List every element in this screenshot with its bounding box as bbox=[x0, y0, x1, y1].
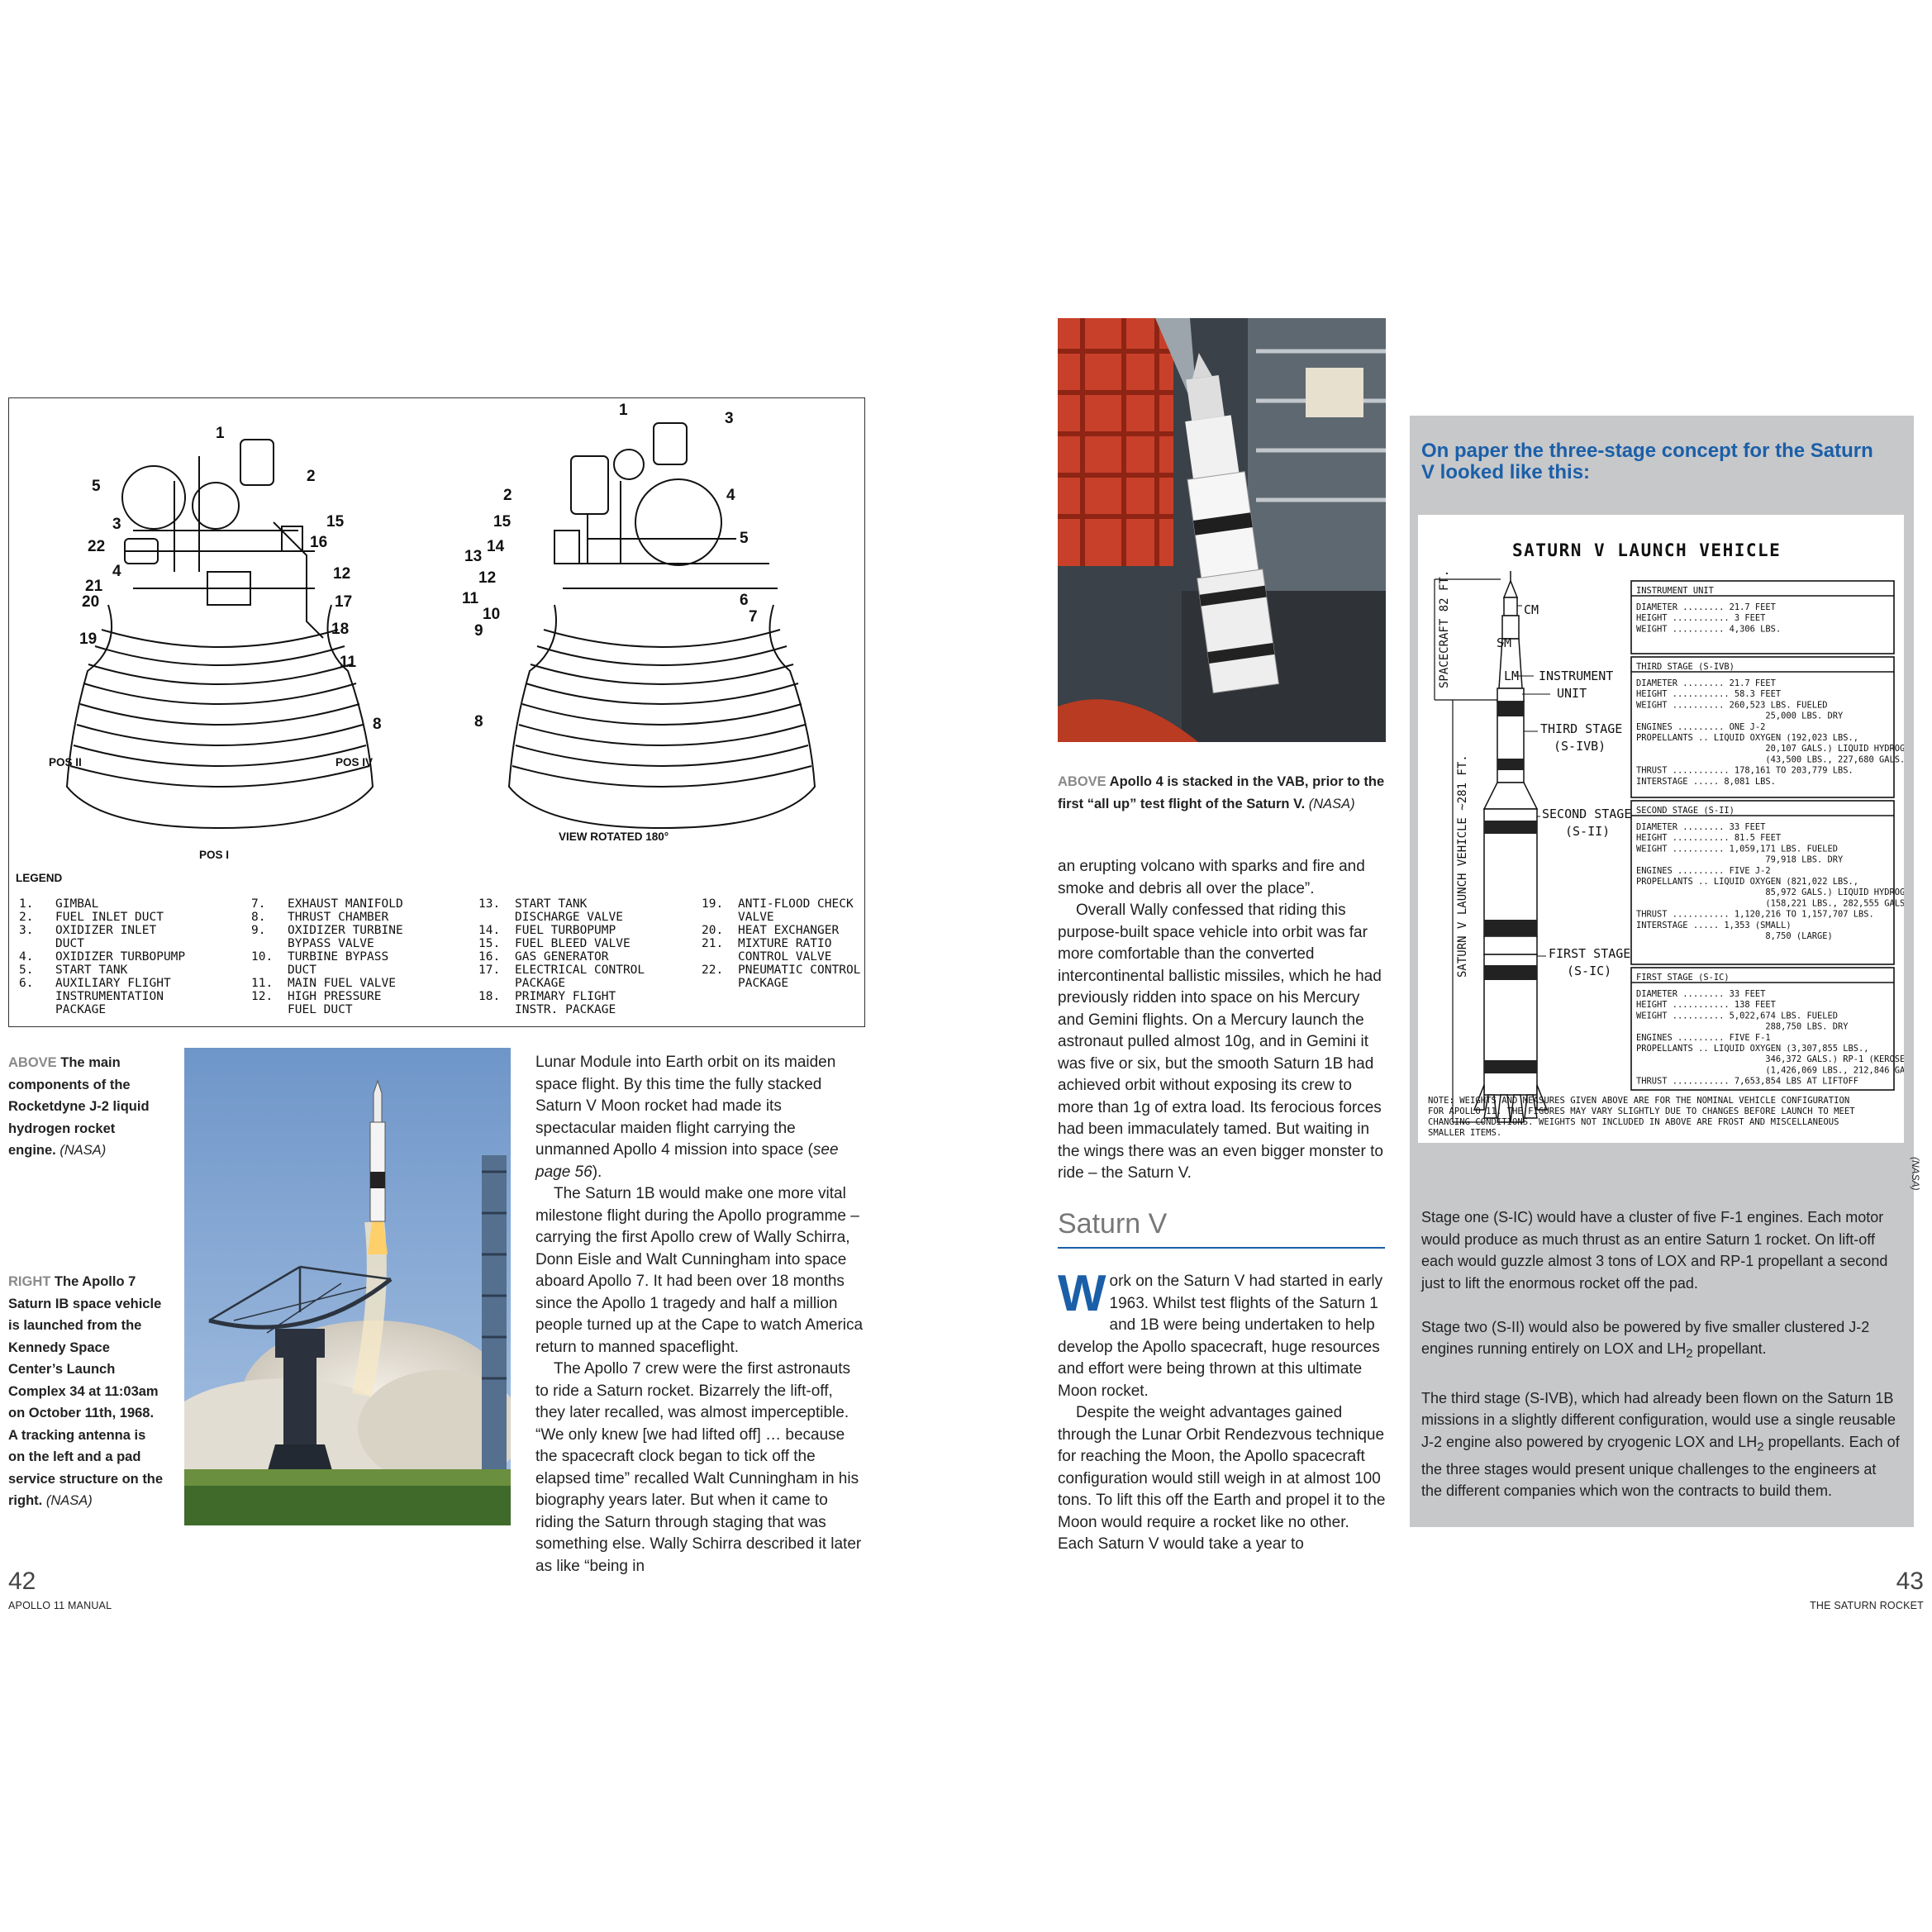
spec-row: WEIGHT .......... 1,059,171 LBS. FUELED bbox=[1636, 844, 1838, 854]
paragraph: Despite the weight advantages gained through the Lunar Orbit Rendezvous technique for reaching the Moon, the Apollo spacecraft configuration would still weigh in at almost 100 tons. To lift this off the Earth and propel it to the Moon would require a rocket like no other. Each Saturn V would take a year to bbox=[1058, 1404, 1386, 1553]
note-line: NOTE: WEIGHTS AND MEASURES GIVEN ABOVE ARE FOR THE NOMINAL VEHICLE CONFIGURATION bbox=[1428, 1096, 1850, 1106]
text-run: The third stage (S-IVB), which had already been flown on the Saturn 1B missions in a slightly different configuration, would use a single reusable J-2 engine also powered by cryogenic LOX and LH bbox=[1421, 1389, 1896, 1450]
legend-text: OXIDIZER TURBINE BYPASS VALVE bbox=[288, 924, 403, 950]
caption-text: Apollo 4 is stacked in the VAB, prior to the first “all up” test flight of the Saturn V. bbox=[1058, 774, 1385, 811]
apollo7-launch-photo bbox=[184, 1048, 511, 1525]
callout-r-11: 11 bbox=[462, 590, 479, 607]
legend-number: 17. bbox=[478, 964, 501, 977]
paragraph: Stage one (S-IC) would have a cluster of five F-1 engines. Each motor would produce as much thrust as an entire Saturn 1 rocket. On lift-off each would guzzle almost 3 tons of LOX and RP-1 propellant a second just to lift the enormous rocket off the pad. bbox=[1421, 1209, 1888, 1292]
callout-r-13: 13 bbox=[464, 548, 483, 565]
text-run: ork on the Saturn V had started in early 1963. Whilst test flights of the Saturn 1 and 1B were being undertaken to help develop the Apollo spacecraft, huge resources and effort were being thrown at this ultimate Moon rocket. bbox=[1058, 1273, 1383, 1400]
left-callouts bbox=[79, 425, 382, 733]
caption-credit: (NASA) bbox=[45, 1493, 93, 1508]
spec-row: 79,918 LBS. DRY bbox=[1636, 854, 1844, 865]
legend-text: PRIMARY FLIGHT INSTR. PACKAGE bbox=[515, 990, 616, 1016]
diagram-title: SATURN V LAUNCH VEHICLE bbox=[1512, 540, 1782, 560]
label-first-1: FIRST STAGE bbox=[1549, 946, 1631, 961]
callout-r-10: 10 bbox=[483, 606, 501, 623]
legend-text: THRUST CHAMBER bbox=[288, 911, 389, 924]
apollo4-vab-photo bbox=[1058, 318, 1386, 742]
callout-l-8: 8 bbox=[373, 716, 382, 733]
legend-item bbox=[19, 911, 185, 924]
legend-number: 15. bbox=[478, 937, 501, 950]
legend-number: 19. bbox=[702, 897, 724, 911]
callout-r-7: 7 bbox=[749, 608, 758, 626]
callout-l-22: 22 bbox=[88, 538, 106, 555]
note-line: CHANGING CONDITIONS. WEIGHTS NOT INCLUDED IN ABOVE ARE FROST AND MISCELLANEOUS bbox=[1428, 1117, 1839, 1127]
callout-l-20: 20 bbox=[82, 593, 100, 611]
callout-l-1: 1 bbox=[216, 425, 225, 442]
callout-r-8: 8 bbox=[474, 713, 483, 730]
legend-text: OXIDIZER INLET DUCT bbox=[55, 924, 157, 950]
legend-column bbox=[19, 897, 185, 1016]
caption-lead: ABOVE bbox=[1058, 774, 1106, 789]
callout-l-15: 15 bbox=[326, 513, 345, 531]
sidebar-body bbox=[1421, 1206, 1901, 1524]
pos-ii-label: POS II bbox=[49, 756, 82, 769]
legend-item bbox=[702, 964, 860, 990]
legend-text: AUXILIARY FLIGHT INSTRUMENTATION PACKAGE bbox=[55, 977, 171, 1016]
legend-text: MAIN FUEL VALVE bbox=[288, 977, 396, 990]
spec-row: THRUST ........... 178,161 TO 203,779 LBS. bbox=[1636, 765, 1853, 776]
legend-item bbox=[19, 950, 185, 964]
instrument-unit-specs bbox=[1636, 586, 1781, 634]
pos-i-label: POS I bbox=[199, 849, 230, 861]
vehicle-dimension-label: SATURN V LAUNCH VEHICLE ~281 FT. bbox=[1456, 754, 1469, 978]
legend-item bbox=[251, 924, 403, 950]
right-body-column-bottom bbox=[1058, 1265, 1388, 1556]
callout-r-3: 3 bbox=[725, 410, 734, 427]
legend-number: 3. bbox=[19, 924, 34, 937]
legend-number: 5. bbox=[19, 964, 34, 977]
callout-l-12: 12 bbox=[333, 565, 351, 583]
page-number-right: 43 bbox=[1896, 1568, 1924, 1595]
spec-header: SECOND STAGE (S-II) bbox=[1636, 806, 1735, 816]
legend-text: FUEL BLEED VALVE bbox=[515, 937, 631, 950]
spec-row: THRUST ........... 1,120,216 TO 1,157,707 LBS. bbox=[1636, 909, 1874, 920]
legend-item bbox=[19, 964, 185, 977]
legend-item bbox=[19, 897, 185, 911]
saturn-v-launch-vehicle-diagram bbox=[1418, 515, 1904, 1143]
label-third-1: THIRD STAGE bbox=[1540, 721, 1623, 736]
note-line: FOR APOLLO 11. THE FIGURES MAY VARY SLIGHTLY DUE TO CHANGES BEFORE LAUNCH TO MEET bbox=[1428, 1106, 1855, 1116]
callout-r-12: 12 bbox=[478, 569, 497, 587]
legend-text: GIMBAL bbox=[55, 897, 99, 911]
running-title-right: THE SATURN ROCKET bbox=[1810, 1600, 1924, 1611]
page-reference: see page 56 bbox=[535, 1141, 839, 1181]
spec-header: FIRST STAGE (S-IC) bbox=[1636, 973, 1730, 983]
text-run: Lunar Module into Earth orbit on its maiden space flight. By this time the fully stacked Saturn V Moon rocket had made its spectacular maiden flight carrying the unmanned Apollo 4 mission into space ( bbox=[535, 1054, 836, 1159]
left-body-column bbox=[535, 1052, 866, 1577]
legend-number: 12. bbox=[251, 990, 274, 1003]
paragraph bbox=[535, 1052, 866, 1183]
spec-row: ENGINES ......... FIVE F-1 bbox=[1636, 1032, 1771, 1043]
legend-item bbox=[251, 950, 403, 977]
spec-row: 8,750 (LARGE) bbox=[1636, 931, 1833, 941]
diagram-note bbox=[1428, 1096, 1855, 1138]
callout-r-4: 4 bbox=[726, 487, 735, 504]
legend-number: 8. bbox=[251, 911, 266, 924]
legend-item bbox=[478, 990, 645, 1016]
legend-item bbox=[19, 924, 185, 950]
legend-text: HIGH PRESSURE FUEL DUCT bbox=[288, 990, 382, 1016]
view-rotated-label: VIEW ROTATED 180° bbox=[559, 830, 669, 843]
pos-iv-label: POS IV bbox=[335, 756, 374, 769]
spec-row: DIAMETER ........ 33 FEET bbox=[1636, 822, 1766, 832]
callout-l-17: 17 bbox=[335, 593, 353, 611]
callout-l-4: 4 bbox=[112, 563, 121, 580]
spec-row: DIAMETER ........ 21.7 FEET bbox=[1636, 602, 1776, 612]
legend-text: FUEL INLET DUCT bbox=[55, 911, 164, 924]
sidebar-photo-credit: (NASA) bbox=[1910, 1157, 1921, 1191]
legend-number: 2. bbox=[19, 911, 34, 924]
legend-text: GAS GENERATOR bbox=[515, 950, 609, 964]
label-lm: LM bbox=[1504, 669, 1520, 683]
spec-row: HEIGHT ........... 81.5 FEET bbox=[1636, 833, 1782, 844]
label-second-1: SECOND STAGE bbox=[1542, 807, 1632, 821]
spec-row: WEIGHT .......... 4,306 LBS. bbox=[1636, 624, 1782, 635]
apollo7-caption bbox=[8, 1271, 165, 1512]
spec-row: 25,000 LBS. DRY bbox=[1636, 711, 1844, 721]
callout-l-16: 16 bbox=[310, 534, 328, 551]
legend-text: OXIDIZER TURBOPUMP bbox=[55, 950, 186, 964]
legend-number: 7. bbox=[251, 897, 266, 911]
callout-r-1: 1 bbox=[619, 402, 628, 419]
right-body-column-top bbox=[1058, 856, 1388, 1185]
legend-text: EXHAUST MANIFOLD bbox=[288, 897, 403, 911]
legend-number: 1. bbox=[19, 897, 34, 911]
caption-lead: RIGHT bbox=[8, 1274, 51, 1289]
label-cm: CM bbox=[1524, 602, 1539, 617]
callout-l-21: 21 bbox=[85, 578, 103, 595]
callout-r-2: 2 bbox=[503, 487, 512, 504]
legend-item bbox=[478, 950, 645, 964]
j2-engine-diagram bbox=[8, 397, 865, 1027]
spec-row: ENGINES ......... ONE J-2 bbox=[1636, 721, 1766, 732]
legend-number: 22. bbox=[702, 964, 724, 977]
spec-row: (158,221 LBS., 282,555 GALS.) bbox=[1636, 898, 1904, 909]
paragraph: The Saturn 1B would make one more vital milestone flight during the Apollo programme – carrying the first Apollo crew of Wally Schirra, Donn Eisle and Walt Cunningham into space aboard Apollo 7. It had been over 18 months since the Apollo 1 tragedy and half a million people turned up at the Cape to watch America return to manned spaceflight. bbox=[535, 1185, 864, 1356]
text-run: Stage two (S-II) would also be powered by five smaller clustered J-2 engines running entirely on LOX and LH bbox=[1421, 1318, 1870, 1357]
drop-cap: W bbox=[1058, 1265, 1106, 1322]
page-number-left: 42 bbox=[8, 1568, 36, 1595]
section-rule bbox=[1058, 1247, 1385, 1249]
subscript: 2 bbox=[1757, 1439, 1764, 1454]
callout-r-6: 6 bbox=[740, 592, 749, 609]
engine-caption bbox=[8, 1052, 157, 1162]
legend-item bbox=[702, 937, 860, 964]
legend-number: 11. bbox=[251, 977, 274, 990]
spec-row: HEIGHT ........... 3 FEET bbox=[1636, 613, 1766, 624]
callout-r-5: 5 bbox=[740, 530, 749, 547]
legend-item bbox=[478, 937, 645, 950]
text-run: propellant. bbox=[1692, 1340, 1767, 1357]
first-stage-specs bbox=[1636, 973, 1904, 1087]
spec-row: WEIGHT .......... 5,022,674 LBS. FUELED bbox=[1636, 1011, 1838, 1021]
section-heading: Saturn V bbox=[1058, 1208, 1168, 1240]
callout-l-2: 2 bbox=[307, 468, 316, 485]
spec-row: (1,426,069 LBS., 212,846 GALS.) bbox=[1636, 1065, 1904, 1076]
paragraph: an erupting volcano with sparks and fire and smoke and debris all over the place”. bbox=[1058, 858, 1365, 897]
legend-number: 13. bbox=[478, 897, 501, 911]
label-first-2: (S-IC) bbox=[1567, 964, 1612, 978]
label-second-2: (S-II) bbox=[1565, 824, 1611, 839]
spec-row: 288,750 LBS. DRY bbox=[1636, 1021, 1849, 1032]
spec-row: (43,500 LBS., 227,680 GALS.) bbox=[1636, 754, 1904, 765]
second-stage-specs bbox=[1636, 806, 1904, 941]
legend-number: 6. bbox=[19, 977, 34, 990]
callout-r-15: 15 bbox=[493, 513, 512, 531]
spacecraft-dimension-label: SPACECRAFT 82 FT. bbox=[1438, 569, 1451, 688]
legend-column bbox=[702, 897, 860, 990]
legend-number: 16. bbox=[478, 950, 501, 964]
spec-row: DIAMETER ........ 21.7 FEET bbox=[1636, 678, 1776, 688]
spec-row: HEIGHT ........... 138 FEET bbox=[1636, 1000, 1776, 1011]
caption-text: The main components of the Rocketdyne J-2 liquid hydrogen rocket engine. bbox=[8, 1055, 150, 1158]
callout-r-9: 9 bbox=[474, 622, 483, 640]
legend-item bbox=[251, 977, 403, 990]
text-run: propellants. Each of the three stages would present unique challenges to the engineers at the different companies which won the contracts to build them. bbox=[1421, 1433, 1900, 1500]
legend-number: 21. bbox=[702, 937, 724, 950]
spec-row: WEIGHT .......... 260,523 LBS. FUELED bbox=[1636, 700, 1828, 711]
callout-l-5: 5 bbox=[92, 478, 101, 495]
legend-number: 14. bbox=[478, 924, 501, 937]
label-third-2: (S-IVB) bbox=[1554, 739, 1606, 754]
sidebar-heading: On paper the three-stage concept for the Saturn V looked like this: bbox=[1421, 440, 1873, 483]
spec-row: HEIGHT ........... 58.3 FEET bbox=[1636, 689, 1782, 700]
legend-column bbox=[251, 897, 403, 1016]
spec-row: PROPELLANTS .. LIQUID OXYGEN (192,023 LBS., bbox=[1636, 733, 1858, 743]
legend-text: START TANK DISCHARGE VALVE bbox=[515, 897, 623, 924]
spec-row: PROPELLANTS .. LIQUID OXYGEN (821,022 LBS., bbox=[1636, 877, 1858, 887]
paragraph bbox=[1421, 1316, 1901, 1366]
spec-row: PROPELLANTS .. LIQUID OXYGEN (3,307,855 LBS., bbox=[1636, 1044, 1869, 1054]
legend-text: PNEUMATIC CONTROL PACKAGE bbox=[738, 964, 861, 990]
paragraph bbox=[1421, 1387, 1901, 1502]
note-line: SMALLER ITEMS. bbox=[1428, 1128, 1502, 1138]
callout-l-11: 11 bbox=[340, 654, 357, 671]
saturn-v-drawing bbox=[1418, 515, 1904, 1143]
legend-text: MIXTURE RATIO CONTROL VALVE bbox=[738, 937, 832, 964]
legend-number: 18. bbox=[478, 990, 501, 1003]
spec-row: 346,372 GALS.) RP-1 (KEROSENE) bbox=[1636, 1054, 1904, 1065]
legend-text: HEAT EXCHANGER bbox=[738, 924, 840, 937]
spec-header: THIRD STAGE (S-IVB) bbox=[1636, 662, 1735, 672]
caption-lead: ABOVE bbox=[8, 1055, 57, 1070]
paragraph bbox=[1058, 1265, 1388, 1402]
label-sm: SM bbox=[1497, 635, 1512, 650]
legend-item bbox=[702, 897, 860, 924]
callout-l-19: 19 bbox=[79, 631, 98, 648]
legend-title: LEGEND bbox=[16, 872, 63, 884]
legend-item bbox=[19, 977, 185, 1016]
spec-row: INTERSTAGE ..... 1,353 (SMALL) bbox=[1636, 920, 1792, 930]
legend-item bbox=[251, 897, 403, 911]
spec-row: 85,972 GALS.) LIQUID HYDROGEN bbox=[1636, 887, 1904, 898]
legend-number: 9. bbox=[251, 924, 266, 937]
spec-row: ENGINES ......... FIVE J-2 bbox=[1636, 865, 1771, 876]
legend-item bbox=[251, 911, 403, 924]
apollo4-caption bbox=[1058, 771, 1388, 815]
paragraph: The Apollo 7 crew were the first astronauts to ride a Saturn rocket. Bizarrely the lift-off, they later recalled, was almost imperceptible. “We only knew [we had lifted off] … because the spacecraft clock began to tick off the elapsed time” recalled Walt Cunningham in his biography years later. But when it came to riding the Saturn through staging that was something else. Wally Schirra described it later as like “being in bbox=[535, 1360, 862, 1575]
legend-text: START TANK bbox=[55, 964, 128, 977]
text-run: ). bbox=[592, 1163, 602, 1181]
legend-text: FUEL TURBOPUMP bbox=[515, 924, 616, 937]
caption-credit: (NASA) bbox=[1308, 796, 1355, 811]
legend-item bbox=[478, 924, 645, 937]
spec-header: INSTRUMENT UNIT bbox=[1636, 586, 1714, 596]
third-stage-specs bbox=[1636, 662, 1904, 787]
legend-number: 20. bbox=[702, 924, 724, 937]
callout-r-14: 14 bbox=[487, 538, 505, 555]
legend-item bbox=[702, 924, 860, 937]
legend-item bbox=[478, 964, 645, 990]
paragraph: Overall Wally confessed that riding this purpose-built space vehicle into orbit was far more comfortable than the converted intercontinental ballistic missiles, which he had previously ridden into space on his Mercury and Gemini flights. On a Mercury launch the astronaut pulled almost 10g, and in Gemini it was five or six, but the smooth Saturn 1B had achieved orbit without exposing its crew to more than 1g of extra load. Its ferocious forces had been immaculately tamed. But waiting in the wings there was an even bigger monster to ride – the Saturn V. bbox=[1058, 902, 1383, 1182]
callout-l-3: 3 bbox=[112, 516, 121, 533]
legend-text: ELECTRICAL CONTROL PACKAGE bbox=[515, 964, 645, 990]
spec-row: THRUST ........... 7,653,854 LBS AT LIFTOFF bbox=[1636, 1076, 1858, 1087]
legend-number: 4. bbox=[19, 950, 34, 964]
legend-text: TURBINE BYPASS DUCT bbox=[288, 950, 389, 977]
legend-text: ANTI-FLOOD CHECK VALVE bbox=[738, 897, 854, 924]
legend-item bbox=[478, 897, 645, 924]
label-iu-2: UNIT bbox=[1557, 686, 1587, 701]
callout-l-18: 18 bbox=[331, 621, 350, 638]
spec-row: DIAMETER ........ 33 FEET bbox=[1636, 989, 1766, 999]
subscript: 2 bbox=[1686, 1346, 1693, 1361]
spec-row: INTERSTAGE ..... 8,081 LBS. bbox=[1636, 776, 1776, 787]
legend-column bbox=[478, 897, 645, 1016]
legend-number: 10. bbox=[251, 950, 274, 964]
label-iu-1: INSTRUMENT bbox=[1539, 669, 1614, 683]
legend-item bbox=[251, 990, 403, 1016]
spec-row: 20,107 GALS.) LIQUID HYDROGEN bbox=[1636, 744, 1904, 754]
running-title-left: APOLLO 11 MANUAL bbox=[8, 1600, 112, 1611]
caption-credit: (NASA) bbox=[59, 1143, 107, 1158]
caption-text: The Apollo 7 Saturn IB space vehicle is launched from the Kennedy Space Center’s Launch Complex 34 at 11:03am on October 11th, 1968. A tracking antenna is on the left and a pad service structure on the right. bbox=[8, 1274, 164, 1508]
